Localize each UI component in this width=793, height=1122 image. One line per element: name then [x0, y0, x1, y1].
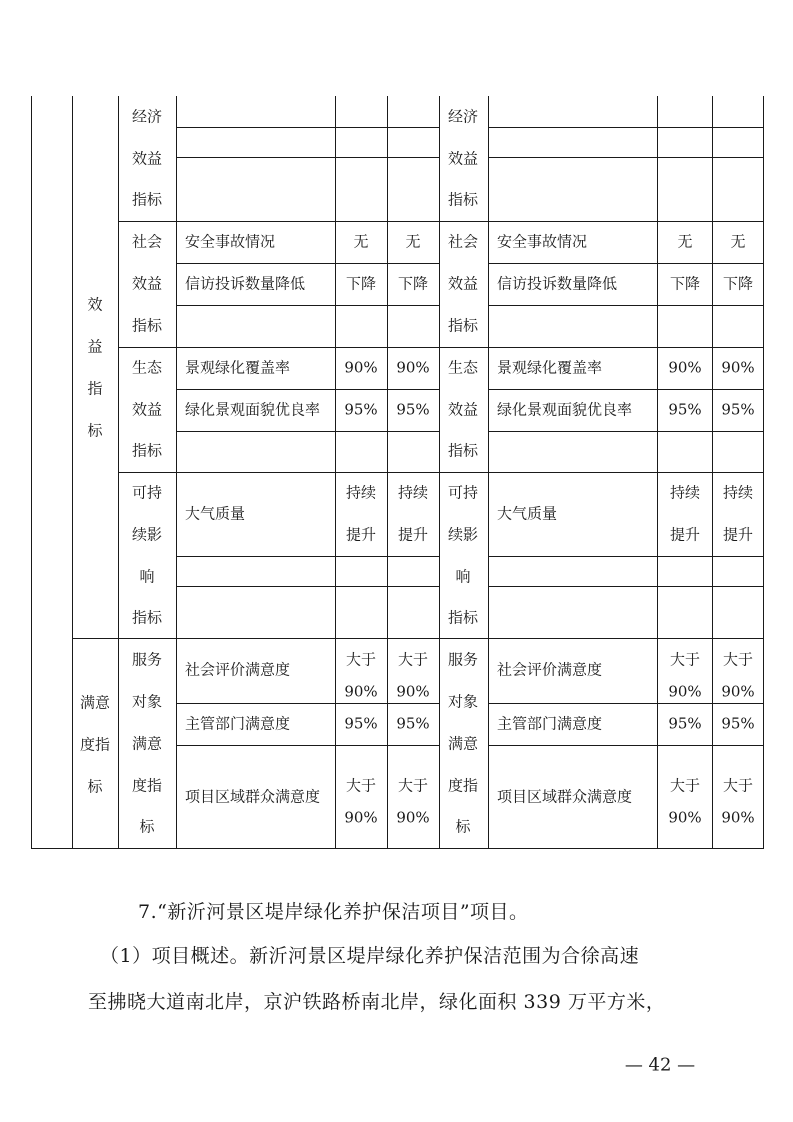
indicator-name: 项目区域群众满意度	[185, 787, 321, 806]
subcategory-social-label: 指标	[131, 316, 163, 335]
table-row-line	[176, 431, 439, 432]
indicator-value: 下降	[669, 274, 701, 293]
category-benefit-label: 效	[87, 295, 103, 314]
indicator-value: 90%	[668, 682, 702, 701]
category-benefit-label: 标	[87, 421, 103, 440]
category-satisfaction-label: 度指	[79, 735, 111, 754]
indicator-value: 大于	[722, 650, 754, 669]
section-heading: 7.“新沂河景区堤岸绿化养护保洁项目”项目。	[138, 901, 529, 923]
indicator-value: 95%	[668, 714, 702, 733]
indicator-value: 大于	[397, 776, 429, 795]
table-border-bottom	[31, 848, 764, 849]
indicator-value: 90%	[396, 808, 430, 827]
table-row-line	[488, 431, 764, 432]
subcategory-svc-label: 标	[455, 817, 471, 836]
indicator-value: 无	[405, 232, 421, 251]
subcategory-svc-label: 满意	[131, 734, 163, 753]
subcategory-eco-label: 效益	[131, 400, 163, 419]
indicator-value: 持续	[722, 483, 754, 502]
indicator-value: 大于	[345, 776, 377, 795]
indicator-value: 90%	[721, 682, 755, 701]
indicator-name: 大气质量	[185, 504, 246, 523]
category-benefit-label: 益	[87, 337, 103, 356]
subcategory-svc-label: 度指	[131, 776, 163, 795]
table-row-line	[488, 263, 764, 264]
subcategory-svc-label: 标	[139, 817, 155, 836]
subcategory-econ-label: 效益	[131, 149, 163, 168]
indicator-value: 90%	[721, 808, 755, 827]
subcategory-sust-label: 可持	[131, 483, 163, 502]
subcategory-sust-label: 指标	[447, 608, 479, 627]
subcategory-svc-label: 对象	[131, 692, 163, 711]
indicator-value: 下降	[397, 274, 429, 293]
subcategory-econ-label: 指标	[131, 190, 163, 209]
table-row-line	[176, 305, 439, 306]
indicator-value: 提升	[345, 525, 377, 544]
indicator-value: 90%	[668, 358, 702, 377]
table-row-line	[488, 745, 764, 746]
indicator-name: 安全事故情况	[185, 232, 276, 251]
indicator-value: 大于	[669, 650, 701, 669]
indicator-value: 95%	[344, 400, 378, 419]
paragraph-line: 至拂晓大道南北岸，京沪铁路桥南北岸，绿化面积 339 万平方米，	[88, 991, 666, 1013]
table-row-line	[118, 221, 764, 222]
paragraph-line: （1）项目概述。新沂河景区堤岸绿化养护保洁范围为合徐高速	[100, 945, 640, 967]
table-col-line	[72, 96, 73, 848]
table-row-line	[488, 389, 764, 390]
indicator-value: 95%	[396, 400, 430, 419]
subcategory-social-label: 社会	[447, 232, 479, 251]
indicator-name: 信访投诉数量降低	[497, 274, 618, 293]
indicator-name: 信访投诉数量降低	[185, 274, 306, 293]
subcategory-social-label: 社会	[131, 232, 163, 251]
subcategory-social-label: 效益	[447, 274, 479, 293]
indicator-name: 社会评价满意度	[497, 660, 603, 679]
table-row-line	[488, 127, 764, 128]
subcategory-sust-label: 可持	[447, 483, 479, 502]
indicator-value: 90%	[396, 682, 430, 701]
indicator-name: 绿化景观面貌优良率	[185, 400, 321, 419]
table-row-line	[176, 263, 439, 264]
subcategory-sust-label: 续影	[447, 525, 479, 544]
table-row-line	[176, 157, 439, 158]
indicator-name: 景观绿化覆盖率	[497, 358, 603, 377]
indicator-name: 绿化景观面貌优良率	[497, 400, 633, 419]
table-row-line	[488, 703, 764, 704]
indicator-value: 下降	[722, 274, 754, 293]
indicator-value: 大于	[345, 650, 377, 669]
page-number: — 42 —	[624, 1054, 696, 1076]
indicator-value: 90%	[344, 808, 378, 827]
indicator-value: 无	[677, 232, 693, 251]
category-satisfaction-label: 满意	[79, 693, 111, 712]
indicator-value: 95%	[668, 400, 702, 419]
indicator-value: 90%	[668, 808, 702, 827]
subcategory-svc-label: 满意	[447, 734, 479, 753]
indicator-value: 95%	[396, 714, 430, 733]
subcategory-svc-label: 度指	[447, 776, 479, 795]
subcategory-eco-label: 生态	[131, 358, 163, 377]
subcategory-svc-label: 对象	[447, 692, 479, 711]
table-row-line	[176, 127, 439, 128]
table-row-line	[176, 703, 439, 704]
indicator-value: 90%	[344, 682, 378, 701]
subcategory-eco-label: 生态	[447, 358, 479, 377]
subcategory-social-label: 指标	[447, 316, 479, 335]
indicator-name: 安全事故情况	[497, 232, 588, 251]
indicator-value: 95%	[721, 400, 755, 419]
indicator-value: 持续	[669, 483, 701, 502]
indicator-value: 95%	[721, 714, 755, 733]
table-row-line	[72, 638, 764, 639]
indicator-name: 社会评价满意度	[185, 660, 291, 679]
table-row-line	[176, 586, 439, 587]
subcategory-econ-label: 经济	[447, 107, 479, 126]
indicator-name: 主管部门满意度	[497, 714, 603, 733]
subcategory-econ-label: 效益	[447, 149, 479, 168]
indicator-value: 大于	[722, 776, 754, 795]
indicator-value: 90%	[344, 358, 378, 377]
subcategory-sust-label: 续影	[131, 525, 163, 544]
category-satisfaction-label: 标	[87, 777, 103, 796]
subcategory-sust-label: 响	[139, 567, 155, 586]
table-row-line	[488, 586, 764, 587]
indicator-name: 大气质量	[497, 504, 558, 523]
indicator-value: 提升	[397, 525, 429, 544]
subcategory-sust-label: 响	[455, 567, 471, 586]
indicator-value: 持续	[397, 483, 429, 502]
indicator-value: 95%	[344, 714, 378, 733]
indicator-value: 提升	[722, 525, 754, 544]
indicator-value: 大于	[669, 776, 701, 795]
subcategory-social-label: 效益	[131, 274, 163, 293]
indicator-name: 项目区域群众满意度	[497, 787, 633, 806]
table-row-line	[176, 745, 439, 746]
indicator-value: 持续	[345, 483, 377, 502]
indicator-value: 无	[353, 232, 369, 251]
table-row-line	[176, 389, 439, 390]
subcategory-eco-label: 效益	[447, 400, 479, 419]
table-row-line	[488, 305, 764, 306]
subcategory-svc-label: 服务	[447, 650, 479, 669]
indicator-name: 景观绿化覆盖率	[185, 358, 291, 377]
table-row-line	[118, 472, 764, 473]
subcategory-svc-label: 服务	[131, 650, 163, 669]
indicator-name: 主管部门满意度	[185, 714, 291, 733]
indicator-value: 无	[730, 232, 746, 251]
indicator-value: 下降	[345, 274, 377, 293]
subcategory-econ-label: 经济	[131, 107, 163, 126]
table-row-line	[488, 157, 764, 158]
subcategory-sust-label: 指标	[131, 608, 163, 627]
table-border-left	[31, 96, 32, 848]
table-row-line	[118, 347, 764, 348]
subcategory-econ-label: 指标	[447, 190, 479, 209]
indicator-value: 90%	[396, 358, 430, 377]
indicator-value: 大于	[397, 650, 429, 669]
subcategory-eco-label: 指标	[131, 441, 163, 460]
subcategory-eco-label: 指标	[447, 441, 479, 460]
table-row-line	[488, 556, 764, 557]
table-row-line	[176, 556, 439, 557]
indicator-value: 提升	[669, 525, 701, 544]
indicator-value: 90%	[721, 358, 755, 377]
category-benefit-label: 指	[87, 379, 103, 398]
